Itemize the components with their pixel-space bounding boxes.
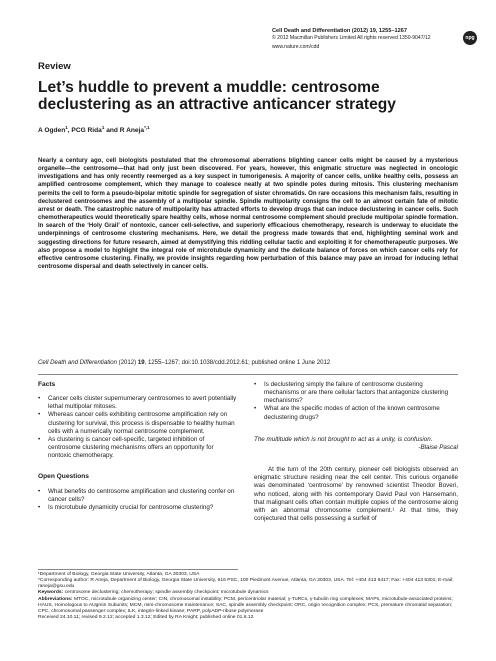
author-name: A Ogden (38, 127, 66, 135)
npg-logo-icon: npg (463, 31, 477, 45)
section-divider (38, 374, 458, 375)
abbreviations-text: MTOC, microtubule organizing center; CIN, chromosomal instability; PCM, pericentriolar material; γ-TuRCs, γ-tubulin ring complexes; MAPs, microtubule-associated proteins; HAUS, Homologous to AUgmin Subunits; MCM, mini-chromosome maintenance; SAC, spindle assembly checkpoint; ORC, origin recognition complex; PCS, premature chromatid separation; CPC, chromosomal passenger complex; ILK, integrin-linked kinase; PARP, polyADP-ribose polymerase (38, 596, 453, 614)
received-note: Received 24.10.11; revised 9.2.12; accepted 1.3.12; Edited by RA Knight; published online 01.6.12 (38, 615, 254, 621)
author-name: PCG Rida (71, 127, 102, 135)
citation-volume: 19 (137, 360, 145, 366)
abbreviations-label: Abbreviations: (38, 596, 73, 602)
list-item: • Is declustering simply the failure of centrosome clustering mechanisms or are there cellular factors that antagonize clustering mechanisms? (254, 381, 458, 405)
open-questions-list (38, 488, 238, 512)
abbreviations-note (38, 597, 458, 615)
epigraph-quote: The multitude which is not brought to act as a unity, is confusion. (254, 435, 433, 443)
author-affiliation-mark: 1 (101, 125, 105, 130)
citation-journal: Cell Death and Differentiation (38, 360, 117, 366)
article-title: Let’s huddle to prevent a muddle: centrosome declustering as an attractive anticancer strategy (38, 79, 396, 113)
citation-doi: , 1255–1267; doi:10.1038/cdd.2012.61; published online 1 June 2012 (144, 360, 331, 366)
copyright-line: © 2012 Macmillan Publishers Limited All rights reserved 1350-9047/12 (272, 35, 431, 41)
facts-list (38, 395, 238, 460)
keywords-text: centrosome declustering; chemotherapy; spindle assembly checkpoint; microtubule dynamics (63, 590, 269, 596)
author-list (38, 125, 150, 134)
journal-header: Cell Death and Differentiation (2012) 19, 1255–1267 (272, 28, 407, 34)
intro-paragraph: At the turn of the 20th century, pioneer cell biologists observed an enigmatic structure residing near the cell center. This curious organelle was denominated ‘centrosome’ by renowned scientist Theodor Boveri, who noticed, along with his contemporary David Paul von Hansemann, that malignant cells often contain multiple copies of the centrosome along with an abnormal chromosome complement.¹ At that time, they conjectured that cells possessing a surfeit of (254, 466, 458, 523)
section-label: Review (38, 61, 71, 72)
affiliation-note: ¹Department of Biology, Georgia State University, Atlanta, GA 30303, USA (38, 572, 200, 577)
abstract-text: Nearly a century ago, cell biologists postulated that the chromosomal aberrations blighting cancer cells might be caused by a mysterious organelle—the centrosome—that had only just been discovered. For years, however, this enigmatic structure was neglected in oncologic investigations and has only recently reemerged as a key suspect in tumorigenesis. A majority of cancer cells, unlike healthy cells, possess an amplified centrosome complement, which they manage to coalesce neatly at two spindle poles during mitosis. This clustering mechanism permits the cell to form a pseudo-bipolar mitotic spindle for segregation of sister chromatids. On rare occasions this mechanism fails, resulting in declustered centrosomes and the assembly of a multipolar spindle. Spindle multipolarity consigns the cell to an almost certain fate of mitotic arrest or death. The catastrophic nature of multipolarity has attracted efforts to develop drugs that can induce declustering in cancer cells. Such chemotherapeutics would theoretically spare healthy cells, whose normal centrosome complement should preclude multipolar spindle formation. In search of the ‘Holy Grail’ of nontoxic, cancer cell-selective, and superiorly efficacious chemotherapy, research is underway to elucidate the underpinnings of centrosome clustering mechanisms. Here, we detail the progress made towards that end, highlighting seminal work and suggesting directions for future research, aimed at demystifying this riddling cellular tactic and exploiting it for chemotherapeutic purposes. We also propose a model to highlight the integral role of microtubule dynamicity and the delicate balance of forces on which cancer cells rely for effective centrosome clustering. Finally, we provide insights regarding how perturbation of this balance may pave an inroad for inducing lethal centrosome dispersal and death selectively in cancer cells. (38, 158, 459, 271)
keywords-label: Keywords: (38, 590, 64, 596)
author-separator: , (67, 127, 72, 135)
list-item: • What benefits do centrosome amplification and clustering confer on cancer cells? (38, 488, 238, 504)
list-item: • What are the specific modes of action of the known centrosome declustering drugs? (254, 405, 458, 421)
corresponding-author-note: *Corresponding author: R Aneja, Department of Biology, Georgia State University, 616 PSC, 100 Piedmont Avenue, Atlanta, GA 30303, USA. Tel: +404 413 5417; Fax: +404 413 5301; E-mail: raneja@gsu.edu (38, 578, 454, 590)
list-item: • Cancer cells cluster supernumerary centrosomes to avert potentially lethal multipolar mitoses. (38, 395, 238, 411)
list-item: • Is microtubule dynamicity crucial for centrosome clustering? (38, 504, 238, 512)
list-item: • As clustering is cancer cell-specific, targeted inhibition of centrosome clustering mechanisms offers an opportunity for nontoxic chemotherapy. (38, 436, 238, 460)
author-separator: and (104, 127, 120, 135)
author-name: R Aneja (119, 127, 145, 135)
left-column (38, 381, 238, 512)
right-column (254, 381, 458, 523)
epigraph-attribution: -Blaise Pascal (418, 443, 458, 451)
citation-year: (2012) (117, 360, 138, 366)
journal-url-link[interactable]: www.nature.com/cdd (272, 44, 320, 50)
author-affiliation-mark: 1 (65, 125, 68, 130)
list-item: • Whereas cancer cells exhibiting centrosome amplification rely on clustering for survival, this process is dispensable to healthy human cells with a numerically normal centrosome complement. (38, 411, 238, 435)
citation-line (38, 360, 330, 366)
facts-heading: Facts (38, 381, 56, 388)
open-questions-heading: Open Questions (38, 473, 89, 481)
author-affiliation-mark: *,1 (144, 125, 150, 130)
footnote-divider (38, 569, 238, 570)
open-questions-list-continued (254, 381, 458, 422)
footnotes (38, 572, 458, 621)
